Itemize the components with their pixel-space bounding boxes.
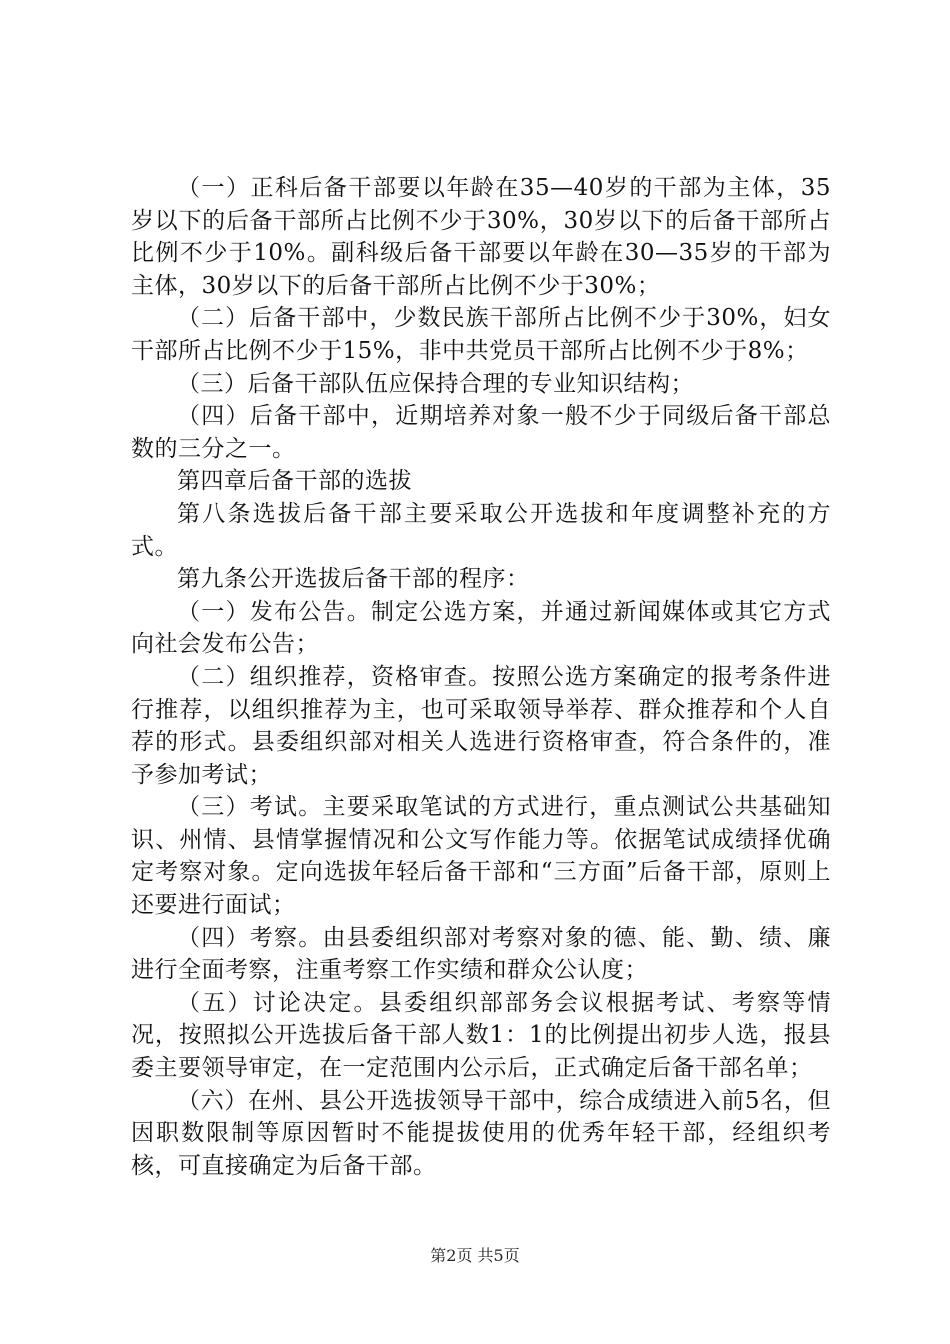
chapter-heading: 第四章后备干部的选拔 — [177, 468, 412, 495]
document-body — [131, 172, 831, 1182]
paragraph-3: （三）后备干部队伍应保持合理的专业知识结构； — [177, 370, 694, 397]
procedure-6: （六）在州、县公开选拔领导干部中，综合成绩进入前5名，但因职数限制等原因暂时不能提拔使用的优秀年轻干部，经组织考核，可直接确定为后备干部。 — [131, 1087, 831, 1179]
paragraph-4: （四）后备干部中，近期培养对象一般不少于同级后备干部总数的三分之一。 — [131, 403, 831, 462]
procedure-4: （四）考察。由县委组织部对考察对象的德、能、勤、绩、廉进行全面考察，注重考察工作实绩和群众公认度； — [131, 924, 831, 984]
procedure-2: （二）组织推荐，资格审查。按照公选方案确定的报考条件进行推荐，以组织推荐为主，也可采取领导举荐、群众推荐和个人自荐的形式。县委组织部对相关人选进行资格审查，符合条件的，准予参加考试； — [131, 663, 831, 788]
paragraph-2: （二）后备干部中，少数民族干部所占比例不少于30%，妇女干部所占比例不少于15%，非中共党员干部所占比例不少于8%； — [131, 305, 831, 364]
paragraph-1: （一）正科后备干部要以年龄在35—40岁的干部为主体，35岁以下的后备干部所占比例不少于30%，30岁以下的后备干部所占比例不少于10%。副科级后备干部要以年龄在30—35岁的干部为主体，30岁以下的后备干部所占比例不少于30%； — [131, 175, 831, 299]
procedure-3: （三）考试。主要采取笔试的方式进行，重点测试公共基础知识、州情、县情掌握情况和公文写作能力等。依据笔试成绩择优确定考察对象。定向选拔年轻后备干部和“三方面”后备干部，原则上还要进行面试； — [131, 794, 831, 919]
article-8: 第八条选拔后备干部主要采取公开选拔和年度调整补充的方式。 — [131, 500, 831, 560]
procedure-5: （五）讨论决定。县委组织部部务会议根据考试、考察等情况，按照拟公开选拔后备干部人数1：1的比例提出初步人选，报县委主要领导审定，在一定范围内公示后，正式确定后备干部名单； — [131, 989, 831, 1082]
procedure-1: （一）发布公告。制定公选方案，并通过新闻媒体或其它方式向社会发布公告； — [131, 598, 831, 658]
page-footer: 第2页 共5页 — [430, 1246, 520, 1265]
article-9: 第九条公开选拔后备干部的程序： — [177, 566, 530, 593]
